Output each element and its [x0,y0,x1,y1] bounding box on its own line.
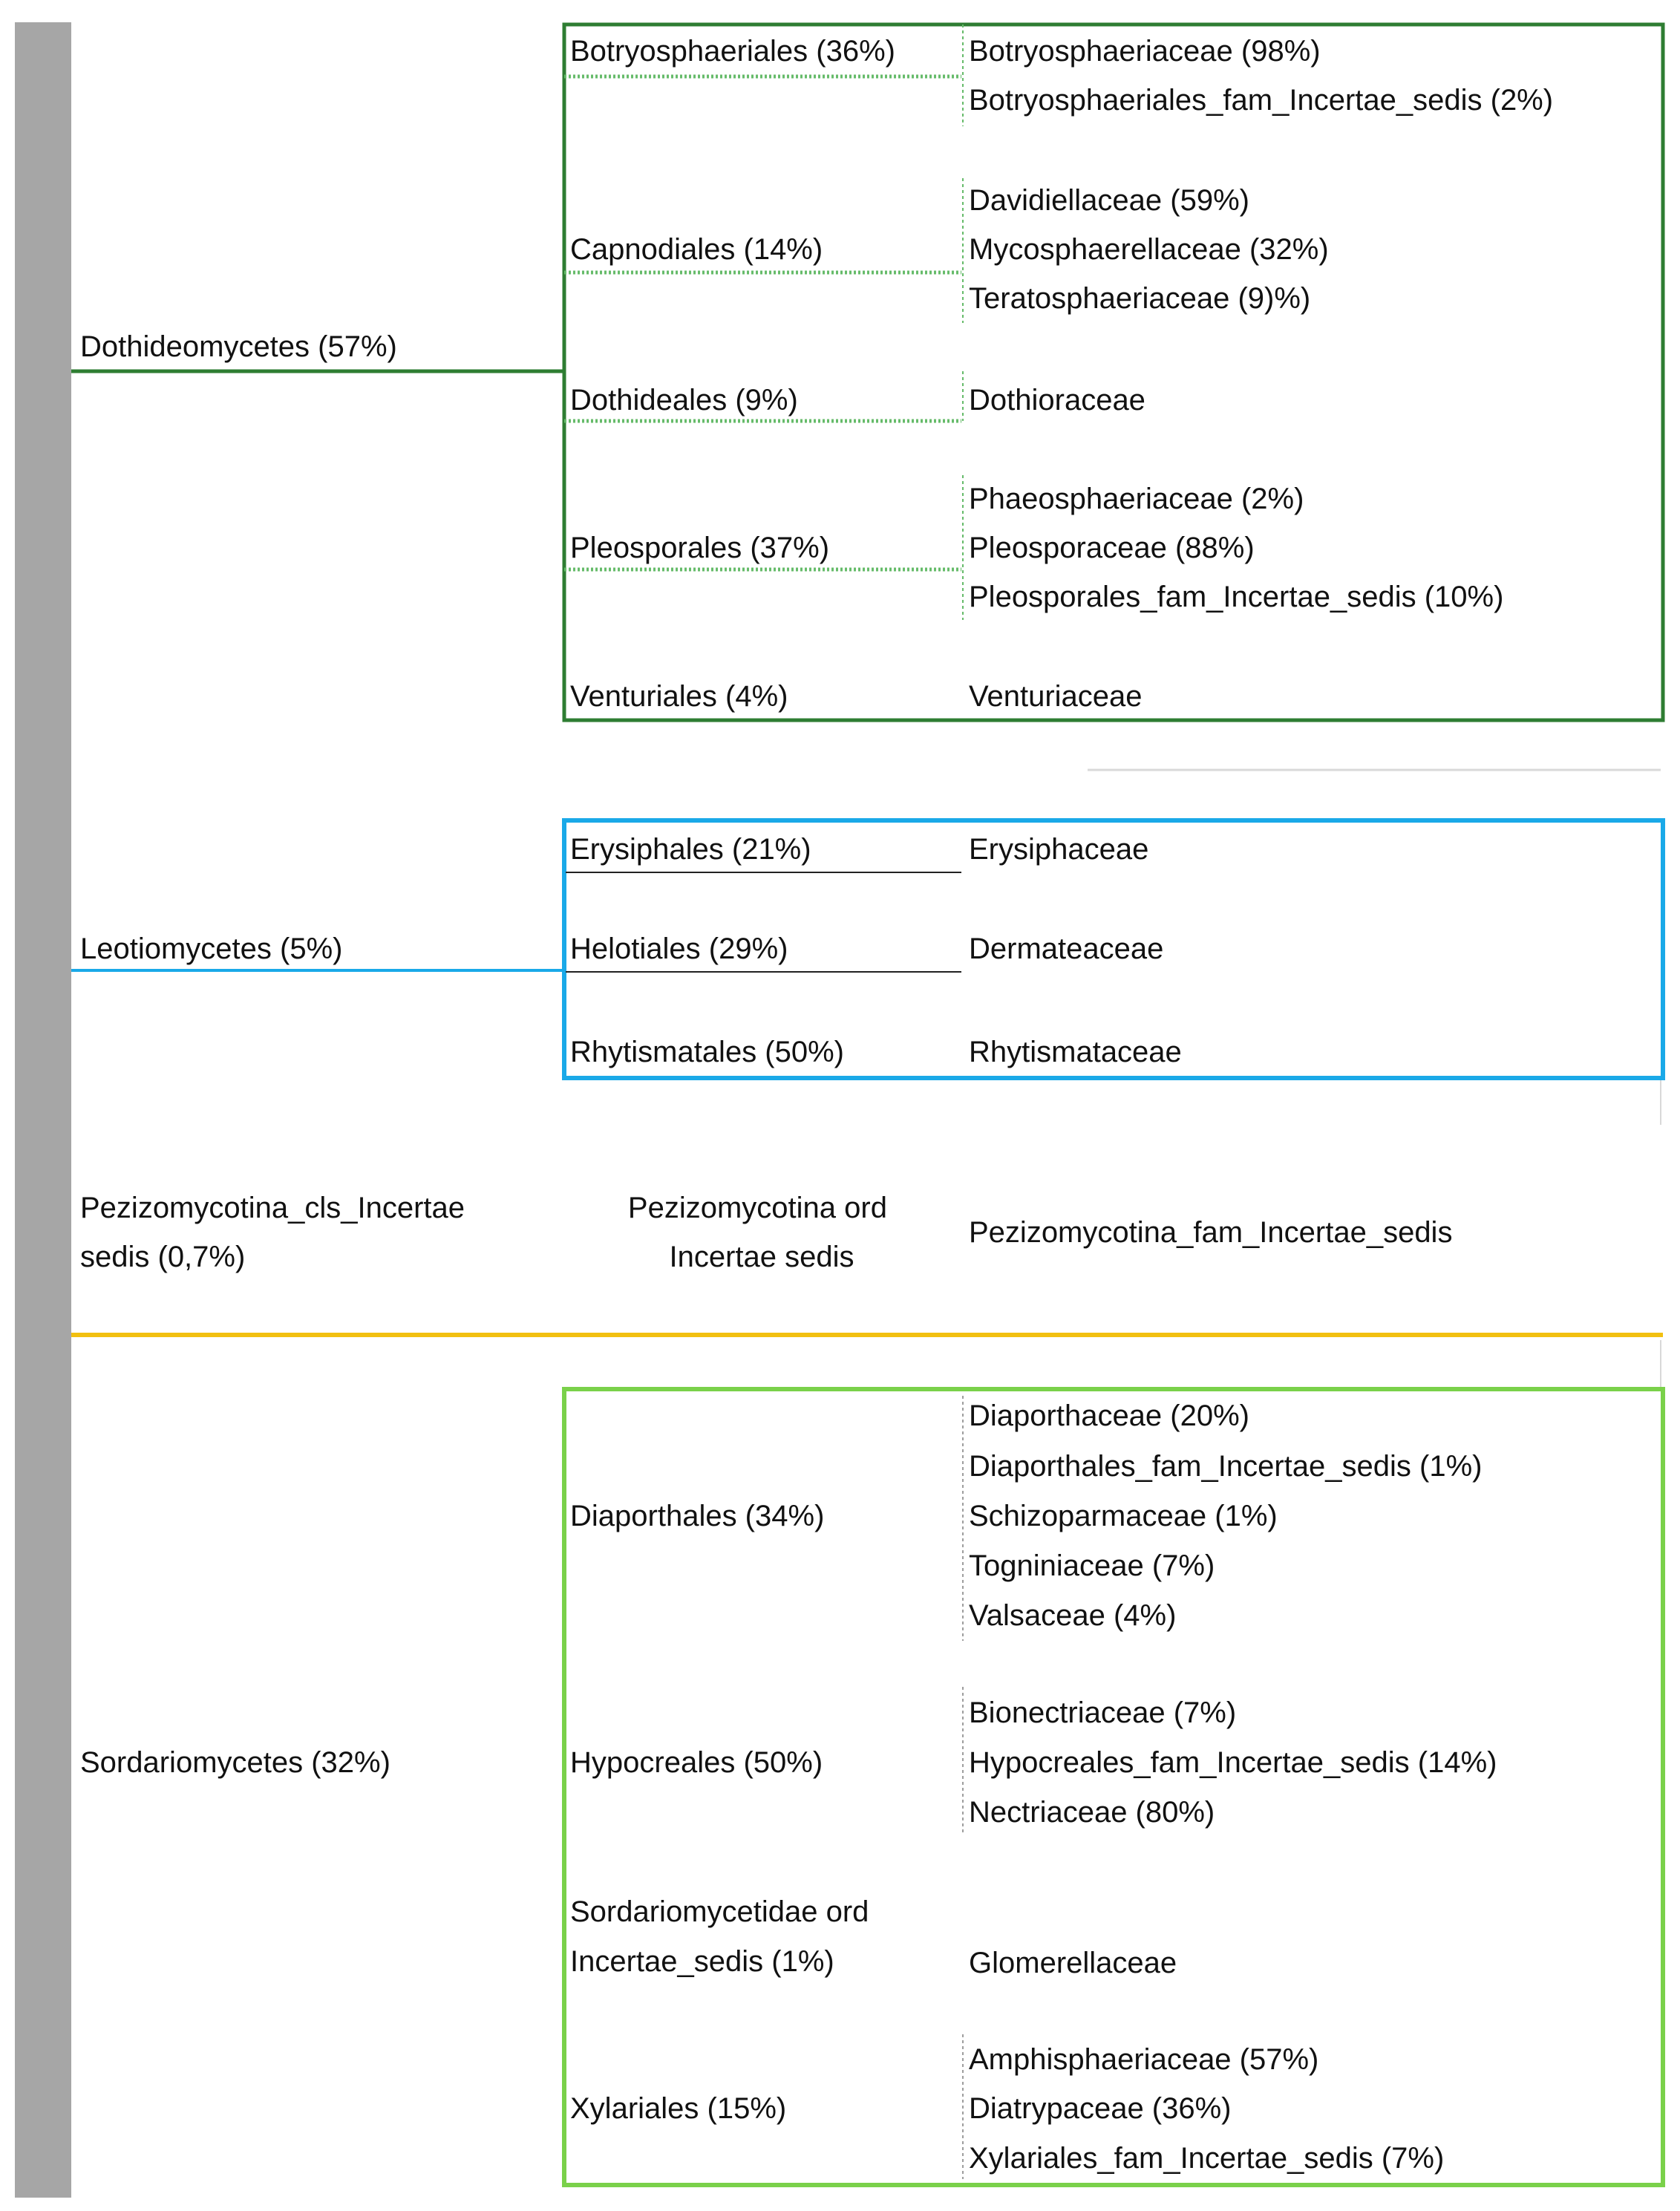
order-label: Erysiphales (21%) [570,833,811,866]
order-label: Hypocreales (50%) [570,1746,823,1779]
family-label: Glomerellaceae [969,1947,1177,1979]
order-label: Botryosphaeriales (36%) [570,35,895,68]
family-label: Teratosphaeriaceae (9)%) [969,282,1311,315]
order-label [570,1895,877,1978]
order-label: Rhytismatales (50%) [570,1036,845,1068]
order-label: Diaporthales (34%) [570,1500,825,1532]
family-label: Pleosporales_fam_Incertae_sedis (10%) [969,581,1504,613]
pezizomycotina-group [80,1192,1452,1273]
family-label: Mycosphaerellaceae (32%) [969,233,1329,266]
order-label: Dothideales (9%) [570,384,798,417]
family-label: Valsaceae (4%) [969,1599,1177,1632]
order-label: Pleosporales (37%) [570,532,830,564]
family-label: Dothioraceae [969,384,1145,417]
class-label-dothideomycetes: Dothideomycetes (57%) [80,330,397,363]
order-label-line: Pezizomycotina ord [627,1192,887,1224]
family-label: Diaporthaceae (20%) [969,1400,1249,1432]
leotiomycetes-group [71,820,1663,1078]
class-label-line: Pezizomycotina_cls_Incertae [80,1192,465,1224]
family-label: Nectriaceae (80%) [969,1796,1215,1829]
family-label: Rhytismataceae [969,1036,1182,1068]
family-label: Erysiphaceae [969,833,1149,866]
family-label: Botryosphaeriales_fam_Incertae_sedis (2%) [969,84,1554,117]
family-label: Schizoparmaceae (1%) [969,1500,1278,1532]
order-label [628,1192,895,1273]
order-label: Helotiales (29%) [570,933,788,965]
dothideomycetes-group [71,25,1663,720]
family-label: Venturiaceae [969,680,1143,713]
family-label: Hypocreales_fam_Incertae_sedis (14%) [969,1746,1497,1779]
order-label-line: Incertae sedis [669,1241,854,1273]
order-label: Xylariales (15%) [570,2092,787,2125]
class-label-sordariomycetes: Sordariomycetes (32%) [80,1746,390,1779]
order-label: Venturiales (4%) [570,680,788,713]
family-label: Diatrypaceae (36%) [969,2092,1232,2125]
family-label: Phaeosphaeriaceae (2%) [969,483,1304,515]
order-label-line: Sordariomycetidae ord [570,1895,869,1928]
class-label-pezizomycotina [80,1192,473,1273]
family-label: Diaporthales_fam_Incertae_sedis (1%) [969,1450,1483,1483]
family-label: Xylariales_fam_Incertae_sedis (7%) [969,2142,1445,2175]
family-label: Pleosporaceae (88%) [969,532,1255,564]
family-label: Botryosphaeriaceae (98%) [969,35,1321,68]
family-label: Togniniaceae (7%) [969,1549,1215,1582]
order-label: Capnodiales (14%) [570,233,823,266]
family-label: Davidiellaceae (59%) [969,184,1249,217]
dothideomycetes-box [564,25,1663,720]
class-label-line: sedis (0,7%) [80,1241,246,1273]
family-label: Dermateaceae [969,933,1164,965]
sidebar-bar [15,22,71,2198]
family-label: Pezizomycotina_fam_Incertae_sedis [969,1216,1453,1249]
sordariomycetes-group [80,1389,1663,2185]
order-label-line: Incertae_sedis (1%) [570,1945,834,1978]
class-label-leotiomycetes: Leotiomycetes (5%) [80,933,343,965]
family-label: Amphisphaeriaceae (57%) [969,2043,1319,2076]
family-label: Bionectriaceae (7%) [969,1696,1237,1729]
